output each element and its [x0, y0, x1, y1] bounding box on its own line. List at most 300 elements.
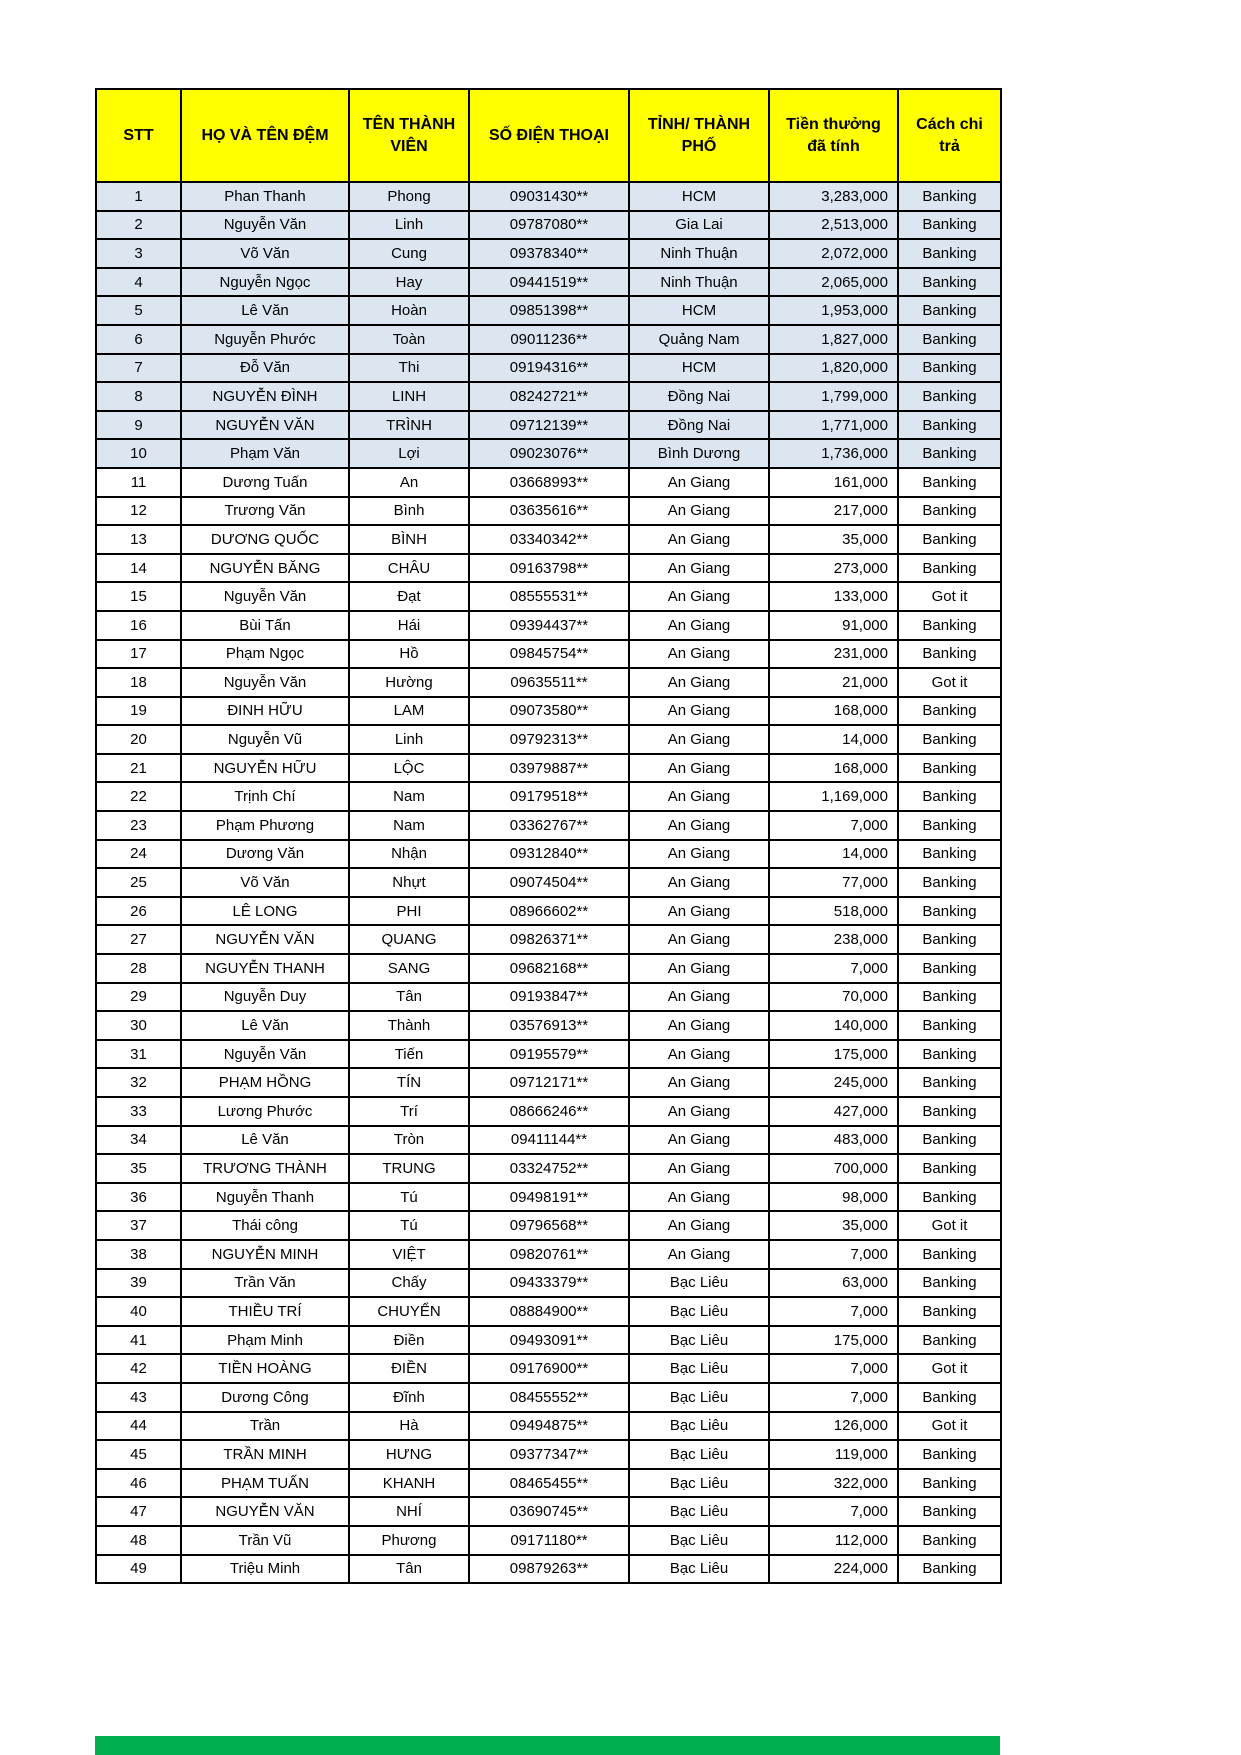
cell-ten-thanh-vien: TRUNG: [349, 1154, 469, 1183]
cell-tinh-thanh-pho: An Giang: [629, 868, 769, 897]
cell-cach-chi-tra: Banking: [898, 1040, 1001, 1069]
cell-stt: 33: [96, 1097, 181, 1126]
table-row: [96, 754, 1001, 783]
cell-stt: 44: [96, 1412, 181, 1441]
table-row: [96, 668, 1001, 697]
cell-cach-chi-tra: Got it: [898, 1354, 1001, 1383]
cell-stt: 25: [96, 868, 181, 897]
cell-cach-chi-tra: Banking: [898, 1383, 1001, 1412]
cell-tinh-thanh-pho: An Giang: [629, 611, 769, 640]
cell-tien-thuong-da-tinh: 238,000: [769, 925, 898, 954]
cell-cach-chi-tra: Banking: [898, 468, 1001, 497]
cell-tinh-thanh-pho: Bạc Liêu: [629, 1440, 769, 1469]
cell-tien-thuong-da-tinh: 2,072,000: [769, 239, 898, 268]
cell-stt: 22: [96, 782, 181, 811]
cell-ten-thanh-vien: CHUYỂN: [349, 1297, 469, 1326]
cell-stt: 37: [96, 1211, 181, 1240]
cell-tien-thuong-da-tinh: 168,000: [769, 754, 898, 783]
cell-so-dien-thoai: 09031430**: [469, 182, 629, 211]
cell-ho-va-ten-dem: Lương Phước: [181, 1097, 349, 1126]
table-row: [96, 1326, 1001, 1355]
winners-table: [95, 88, 1002, 1584]
cell-tien-thuong-da-tinh: 175,000: [769, 1326, 898, 1355]
cell-cach-chi-tra: Banking: [898, 697, 1001, 726]
cell-so-dien-thoai: 09682168**: [469, 954, 629, 983]
table-row: [96, 897, 1001, 926]
cell-stt: 12: [96, 497, 181, 526]
cell-so-dien-thoai: 03979887**: [469, 754, 629, 783]
cell-ho-va-ten-dem: LÊ LONG: [181, 897, 349, 926]
cell-cach-chi-tra: Banking: [898, 439, 1001, 468]
cell-so-dien-thoai: 08666246**: [469, 1097, 629, 1126]
cell-ho-va-ten-dem: DƯƠNG QUỐC: [181, 525, 349, 554]
cell-cach-chi-tra: Banking: [898, 525, 1001, 554]
cell-tien-thuong-da-tinh: 7,000: [769, 1383, 898, 1412]
cell-ten-thanh-vien: Toàn: [349, 325, 469, 354]
cell-tinh-thanh-pho: Bạc Liêu: [629, 1526, 769, 1555]
cell-cach-chi-tra: Banking: [898, 325, 1001, 354]
cell-ten-thanh-vien: HƯNG: [349, 1440, 469, 1469]
cell-ten-thanh-vien: TÍN: [349, 1068, 469, 1097]
cell-ten-thanh-vien: Cung: [349, 239, 469, 268]
cell-tien-thuong-da-tinh: 1,827,000: [769, 325, 898, 354]
cell-cach-chi-tra: Banking: [898, 1097, 1001, 1126]
cell-stt: 2: [96, 211, 181, 240]
cell-cach-chi-tra: Banking: [898, 868, 1001, 897]
table-row: [96, 554, 1001, 583]
table-row: [96, 1354, 1001, 1383]
cell-cach-chi-tra: Got it: [898, 582, 1001, 611]
cell-so-dien-thoai: 03324752**: [469, 1154, 629, 1183]
header-cell-ho-va-ten-dem: HỌ VÀ TÊN ĐỆM: [181, 89, 349, 182]
cell-tinh-thanh-pho: HCM: [629, 296, 769, 325]
table-row: [96, 925, 1001, 954]
cell-tinh-thanh-pho: Ninh Thuận: [629, 268, 769, 297]
cell-cach-chi-tra: Banking: [898, 925, 1001, 954]
cell-tinh-thanh-pho: An Giang: [629, 725, 769, 754]
table-row: [96, 296, 1001, 325]
cell-cach-chi-tra: Banking: [898, 754, 1001, 783]
table-row: [96, 983, 1001, 1012]
cell-tinh-thanh-pho: An Giang: [629, 554, 769, 583]
cell-stt: 36: [96, 1183, 181, 1212]
cell-so-dien-thoai: 09074504**: [469, 868, 629, 897]
cell-stt: 5: [96, 296, 181, 325]
cell-ten-thanh-vien: LỘC: [349, 754, 469, 783]
cell-ten-thanh-vien: Tiến: [349, 1040, 469, 1069]
cell-ho-va-ten-dem: NGUYỄN VĂN: [181, 411, 349, 440]
cell-cach-chi-tra: Banking: [898, 1469, 1001, 1498]
cell-so-dien-thoai: 09176900**: [469, 1354, 629, 1383]
cell-stt: 31: [96, 1040, 181, 1069]
cell-ten-thanh-vien: Tú: [349, 1183, 469, 1212]
cell-tinh-thanh-pho: An Giang: [629, 983, 769, 1012]
table-row: [96, 1068, 1001, 1097]
cell-tien-thuong-da-tinh: 140,000: [769, 1011, 898, 1040]
header-cell-tinh-thanh-pho: TỈNH/ THÀNH PHỐ: [629, 89, 769, 182]
cell-stt: 40: [96, 1297, 181, 1326]
cell-ten-thanh-vien: QUANG: [349, 925, 469, 954]
cell-cach-chi-tra: Banking: [898, 640, 1001, 669]
cell-stt: 11: [96, 468, 181, 497]
cell-stt: 30: [96, 1011, 181, 1040]
cell-stt: 1: [96, 182, 181, 211]
cell-stt: 14: [96, 554, 181, 583]
cell-ten-thanh-vien: TRÌNH: [349, 411, 469, 440]
table-row: [96, 697, 1001, 726]
cell-tinh-thanh-pho: An Giang: [629, 897, 769, 926]
cell-stt: 38: [96, 1240, 181, 1269]
cell-ho-va-ten-dem: Phạm Phương: [181, 811, 349, 840]
cell-so-dien-thoai: 09193847**: [469, 983, 629, 1012]
cell-cach-chi-tra: Got it: [898, 1412, 1001, 1441]
cell-tinh-thanh-pho: Bạc Liêu: [629, 1555, 769, 1584]
cell-cach-chi-tra: Banking: [898, 840, 1001, 869]
cell-so-dien-thoai: 09163798**: [469, 554, 629, 583]
cell-tinh-thanh-pho: Bạc Liêu: [629, 1383, 769, 1412]
cell-cach-chi-tra: Banking: [898, 1240, 1001, 1269]
cell-stt: 28: [96, 954, 181, 983]
cell-tien-thuong-da-tinh: 168,000: [769, 697, 898, 726]
cell-cach-chi-tra: Banking: [898, 239, 1001, 268]
cell-tinh-thanh-pho: An Giang: [629, 1126, 769, 1155]
cell-ten-thanh-vien: Điền: [349, 1326, 469, 1355]
cell-tien-thuong-da-tinh: 14,000: [769, 725, 898, 754]
table-row: [96, 1211, 1001, 1240]
cell-cach-chi-tra: Banking: [898, 1555, 1001, 1584]
cell-tinh-thanh-pho: An Giang: [629, 697, 769, 726]
cell-tien-thuong-da-tinh: 245,000: [769, 1068, 898, 1097]
cell-stt: 8: [96, 382, 181, 411]
cell-tien-thuong-da-tinh: 35,000: [769, 525, 898, 554]
cell-stt: 32: [96, 1068, 181, 1097]
cell-ten-thanh-vien: BÌNH: [349, 525, 469, 554]
cell-ho-va-ten-dem: Lê Văn: [181, 1011, 349, 1040]
cell-cach-chi-tra: Banking: [898, 1183, 1001, 1212]
cell-ten-thanh-vien: Linh: [349, 725, 469, 754]
cell-stt: 42: [96, 1354, 181, 1383]
cell-ten-thanh-vien: Tân: [349, 1555, 469, 1584]
cell-cach-chi-tra: Banking: [898, 782, 1001, 811]
cell-tinh-thanh-pho: An Giang: [629, 840, 769, 869]
cell-tien-thuong-da-tinh: 2,513,000: [769, 211, 898, 240]
cell-cach-chi-tra: Banking: [898, 1068, 1001, 1097]
cell-so-dien-thoai: 03340342**: [469, 525, 629, 554]
cell-stt: 9: [96, 411, 181, 440]
cell-tien-thuong-da-tinh: 1,771,000: [769, 411, 898, 440]
cell-tinh-thanh-pho: An Giang: [629, 525, 769, 554]
cell-cach-chi-tra: Banking: [898, 1154, 1001, 1183]
cell-ten-thanh-vien: LINH: [349, 382, 469, 411]
table-row: [96, 1383, 1001, 1412]
cell-so-dien-thoai: 08966602**: [469, 897, 629, 926]
cell-cach-chi-tra: Banking: [898, 983, 1001, 1012]
cell-tien-thuong-da-tinh: 518,000: [769, 897, 898, 926]
table-row: [96, 1011, 1001, 1040]
cell-so-dien-thoai: 09796568**: [469, 1211, 629, 1240]
cell-cach-chi-tra: Banking: [898, 1497, 1001, 1526]
cell-tinh-thanh-pho: Bạc Liêu: [629, 1354, 769, 1383]
cell-stt: 48: [96, 1526, 181, 1555]
table-row: [96, 811, 1001, 840]
cell-ho-va-ten-dem: TIỀN HOÀNG: [181, 1354, 349, 1383]
cell-ho-va-ten-dem: Dương Văn: [181, 840, 349, 869]
cell-ten-thanh-vien: LAM: [349, 697, 469, 726]
cell-ho-va-ten-dem: Nguyễn Duy: [181, 983, 349, 1012]
header-cell-so-dien-thoai: SỐ ĐIỆN THOẠI: [469, 89, 629, 182]
cell-tien-thuong-da-tinh: 14,000: [769, 840, 898, 869]
cell-tinh-thanh-pho: Đồng Nai: [629, 411, 769, 440]
cell-tinh-thanh-pho: An Giang: [629, 640, 769, 669]
cell-ho-va-ten-dem: NGUYỄN BĂNG: [181, 554, 349, 583]
cell-so-dien-thoai: 09011236**: [469, 325, 629, 354]
cell-ten-thanh-vien: Nhựt: [349, 868, 469, 897]
cell-stt: 13: [96, 525, 181, 554]
cell-tien-thuong-da-tinh: 35,000: [769, 1211, 898, 1240]
cell-ten-thanh-vien: Hái: [349, 611, 469, 640]
cell-so-dien-thoai: 09023076**: [469, 439, 629, 468]
cell-cach-chi-tra: Banking: [898, 611, 1001, 640]
cell-ten-thanh-vien: Tròn: [349, 1126, 469, 1155]
cell-tinh-thanh-pho: Bạc Liêu: [629, 1269, 769, 1298]
table-row: [96, 1126, 1001, 1155]
table-row: [96, 1097, 1001, 1126]
cell-cach-chi-tra: Banking: [898, 725, 1001, 754]
cell-ten-thanh-vien: Hay: [349, 268, 469, 297]
cell-stt: 49: [96, 1555, 181, 1584]
table-body: [96, 182, 1001, 1583]
cell-tien-thuong-da-tinh: 91,000: [769, 611, 898, 640]
cell-ho-va-ten-dem: Bùi Tấn: [181, 611, 349, 640]
cell-cach-chi-tra: Banking: [898, 382, 1001, 411]
cell-tien-thuong-da-tinh: 70,000: [769, 983, 898, 1012]
cell-tien-thuong-da-tinh: 483,000: [769, 1126, 898, 1155]
table-row: [96, 725, 1001, 754]
cell-ten-thanh-vien: Nam: [349, 811, 469, 840]
cell-stt: 15: [96, 582, 181, 611]
cell-ho-va-ten-dem: Triệu Minh: [181, 1555, 349, 1584]
cell-ten-thanh-vien: KHANH: [349, 1469, 469, 1498]
table-row: [96, 1183, 1001, 1212]
cell-ho-va-ten-dem: Nguyễn Vũ: [181, 725, 349, 754]
cell-so-dien-thoai: 09073580**: [469, 697, 629, 726]
cell-stt: 20: [96, 725, 181, 754]
cell-ho-va-ten-dem: Lê Văn: [181, 296, 349, 325]
cell-ho-va-ten-dem: Trịnh Chí: [181, 782, 349, 811]
cell-cach-chi-tra: Banking: [898, 1011, 1001, 1040]
cell-cach-chi-tra: Banking: [898, 954, 1001, 983]
cell-tien-thuong-da-tinh: 1,820,000: [769, 354, 898, 383]
table-row: [96, 268, 1001, 297]
cell-stt: 7: [96, 354, 181, 383]
cell-cach-chi-tra: Got it: [898, 668, 1001, 697]
cell-tien-thuong-da-tinh: 7,000: [769, 1497, 898, 1526]
cell-ten-thanh-vien: Thành: [349, 1011, 469, 1040]
cell-cach-chi-tra: Banking: [898, 811, 1001, 840]
cell-ten-thanh-vien: Trí: [349, 1097, 469, 1126]
table-row: [96, 1269, 1001, 1298]
table-row: [96, 1240, 1001, 1269]
cell-tinh-thanh-pho: An Giang: [629, 1097, 769, 1126]
winners-table-container: [95, 88, 1002, 1584]
cell-ten-thanh-vien: Chấy: [349, 1269, 469, 1298]
cell-tinh-thanh-pho: Bạc Liêu: [629, 1326, 769, 1355]
table-row: [96, 1497, 1001, 1526]
cell-tinh-thanh-pho: An Giang: [629, 754, 769, 783]
cell-stt: 45: [96, 1440, 181, 1469]
cell-tien-thuong-da-tinh: 126,000: [769, 1412, 898, 1441]
cell-stt: 21: [96, 754, 181, 783]
cell-ten-thanh-vien: Hà: [349, 1412, 469, 1441]
header-cell-cach-chi-tra: Cách chi trả: [898, 89, 1001, 182]
cell-stt: 39: [96, 1269, 181, 1298]
cell-tien-thuong-da-tinh: 224,000: [769, 1555, 898, 1584]
cell-ho-va-ten-dem: Nguyễn Phước: [181, 325, 349, 354]
cell-ho-va-ten-dem: NGUYỄN ĐÌNH: [181, 382, 349, 411]
cell-so-dien-thoai: 09712171**: [469, 1068, 629, 1097]
cell-cach-chi-tra: Banking: [898, 182, 1001, 211]
cell-ho-va-ten-dem: NGUYỄN THANH: [181, 954, 349, 983]
table-row: [96, 1040, 1001, 1069]
cell-tien-thuong-da-tinh: 427,000: [769, 1097, 898, 1126]
cell-tinh-thanh-pho: HCM: [629, 354, 769, 383]
cell-ten-thanh-vien: PHI: [349, 897, 469, 926]
cell-so-dien-thoai: 08555531**: [469, 582, 629, 611]
cell-ho-va-ten-dem: TRẦN MINH: [181, 1440, 349, 1469]
cell-so-dien-thoai: 08465455**: [469, 1469, 629, 1498]
cell-cach-chi-tra: Got it: [898, 1211, 1001, 1240]
cell-tinh-thanh-pho: Gia Lai: [629, 211, 769, 240]
cell-cach-chi-tra: Banking: [898, 354, 1001, 383]
cell-tinh-thanh-pho: An Giang: [629, 468, 769, 497]
cell-tinh-thanh-pho: Bạc Liêu: [629, 1297, 769, 1326]
cell-stt: 19: [96, 697, 181, 726]
table-row: [96, 1297, 1001, 1326]
cell-stt: 35: [96, 1154, 181, 1183]
cell-tinh-thanh-pho: Bạc Liêu: [629, 1412, 769, 1441]
cell-cach-chi-tra: Banking: [898, 1326, 1001, 1355]
cell-ho-va-ten-dem: Nguyễn Văn: [181, 668, 349, 697]
cell-tien-thuong-da-tinh: 175,000: [769, 1040, 898, 1069]
cell-ten-thanh-vien: NHÍ: [349, 1497, 469, 1526]
cell-tien-thuong-da-tinh: 7,000: [769, 1297, 898, 1326]
cell-so-dien-thoai: 03362767**: [469, 811, 629, 840]
cell-so-dien-thoai: 09851398**: [469, 296, 629, 325]
cell-tinh-thanh-pho: An Giang: [629, 782, 769, 811]
cell-cach-chi-tra: Banking: [898, 497, 1001, 526]
cell-tien-thuong-da-tinh: 1,736,000: [769, 439, 898, 468]
cell-cach-chi-tra: Banking: [898, 554, 1001, 583]
table-row: [96, 525, 1001, 554]
cell-tien-thuong-da-tinh: 98,000: [769, 1183, 898, 1212]
cell-tinh-thanh-pho: An Giang: [629, 1240, 769, 1269]
cell-stt: 3: [96, 239, 181, 268]
cell-ho-va-ten-dem: Nguyễn Văn: [181, 1040, 349, 1069]
cell-tien-thuong-da-tinh: 133,000: [769, 582, 898, 611]
cell-tien-thuong-da-tinh: 231,000: [769, 640, 898, 669]
cell-cach-chi-tra: Banking: [898, 1297, 1001, 1326]
cell-tinh-thanh-pho: An Giang: [629, 668, 769, 697]
cell-ho-va-ten-dem: Nguyễn Thanh: [181, 1183, 349, 1212]
cell-stt: 34: [96, 1126, 181, 1155]
table-row: [96, 954, 1001, 983]
cell-tien-thuong-da-tinh: 1,169,000: [769, 782, 898, 811]
cell-cach-chi-tra: Banking: [898, 268, 1001, 297]
cell-ten-thanh-vien: VIỆT: [349, 1240, 469, 1269]
cell-tien-thuong-da-tinh: 119,000: [769, 1440, 898, 1469]
table-row: [96, 468, 1001, 497]
cell-so-dien-thoai: 09433379**: [469, 1269, 629, 1298]
cell-so-dien-thoai: 03576913**: [469, 1011, 629, 1040]
cell-stt: 29: [96, 983, 181, 1012]
cell-ho-va-ten-dem: Đỗ Văn: [181, 354, 349, 383]
cell-so-dien-thoai: 09820761**: [469, 1240, 629, 1269]
cell-so-dien-thoai: 09312840**: [469, 840, 629, 869]
cell-stt: 41: [96, 1326, 181, 1355]
cell-so-dien-thoai: 03635616**: [469, 497, 629, 526]
cell-tinh-thanh-pho: An Giang: [629, 1211, 769, 1240]
cell-so-dien-thoai: 09195579**: [469, 1040, 629, 1069]
cell-so-dien-thoai: 09712139**: [469, 411, 629, 440]
cell-cach-chi-tra: Banking: [898, 897, 1001, 926]
cell-tien-thuong-da-tinh: 7,000: [769, 1354, 898, 1383]
cell-tinh-thanh-pho: An Giang: [629, 1040, 769, 1069]
table-row: [96, 582, 1001, 611]
cell-tien-thuong-da-tinh: 3,283,000: [769, 182, 898, 211]
table-row: [96, 211, 1001, 240]
cell-tien-thuong-da-tinh: 161,000: [769, 468, 898, 497]
cell-tinh-thanh-pho: Đồng Nai: [629, 382, 769, 411]
cell-tien-thuong-da-tinh: 112,000: [769, 1526, 898, 1555]
table-row: [96, 325, 1001, 354]
cell-tinh-thanh-pho: Ninh Thuận: [629, 239, 769, 268]
cell-so-dien-thoai: 09498191**: [469, 1183, 629, 1212]
cell-stt: 27: [96, 925, 181, 954]
cell-tien-thuong-da-tinh: 700,000: [769, 1154, 898, 1183]
cell-tinh-thanh-pho: An Giang: [629, 1183, 769, 1212]
cell-tinh-thanh-pho: An Giang: [629, 925, 769, 954]
cell-tinh-thanh-pho: Bình Dương: [629, 439, 769, 468]
cell-so-dien-thoai: 09494875**: [469, 1412, 629, 1441]
cell-ho-va-ten-dem: NGUYỄN VĂN: [181, 1497, 349, 1526]
cell-ten-thanh-vien: Nam: [349, 782, 469, 811]
cell-stt: 6: [96, 325, 181, 354]
cell-so-dien-thoai: 09394437**: [469, 611, 629, 640]
cell-so-dien-thoai: 09845754**: [469, 640, 629, 669]
cell-tinh-thanh-pho: Quảng Nam: [629, 325, 769, 354]
cell-cach-chi-tra: Banking: [898, 1269, 1001, 1298]
cell-stt: 10: [96, 439, 181, 468]
cell-ten-thanh-vien: Phong: [349, 182, 469, 211]
cell-tien-thuong-da-tinh: 1,953,000: [769, 296, 898, 325]
cell-so-dien-thoai: 09194316**: [469, 354, 629, 383]
cell-ho-va-ten-dem: Phạm Ngọc: [181, 640, 349, 669]
cell-tien-thuong-da-tinh: 217,000: [769, 497, 898, 526]
cell-ho-va-ten-dem: NGUYỄN MINH: [181, 1240, 349, 1269]
cell-so-dien-thoai: 09179518**: [469, 782, 629, 811]
cell-ho-va-ten-dem: Trần Văn: [181, 1269, 349, 1298]
footer-green-strip: [95, 1736, 1000, 1755]
cell-stt: 47: [96, 1497, 181, 1526]
table-row: [96, 497, 1001, 526]
cell-cach-chi-tra: Banking: [898, 1526, 1001, 1555]
cell-so-dien-thoai: 09635511**: [469, 668, 629, 697]
header-cell-stt: STT: [96, 89, 181, 182]
cell-ten-thanh-vien: Thi: [349, 354, 469, 383]
cell-so-dien-thoai: 03668993**: [469, 468, 629, 497]
cell-tinh-thanh-pho: Bạc Liêu: [629, 1497, 769, 1526]
cell-tinh-thanh-pho: Bạc Liêu: [629, 1469, 769, 1498]
